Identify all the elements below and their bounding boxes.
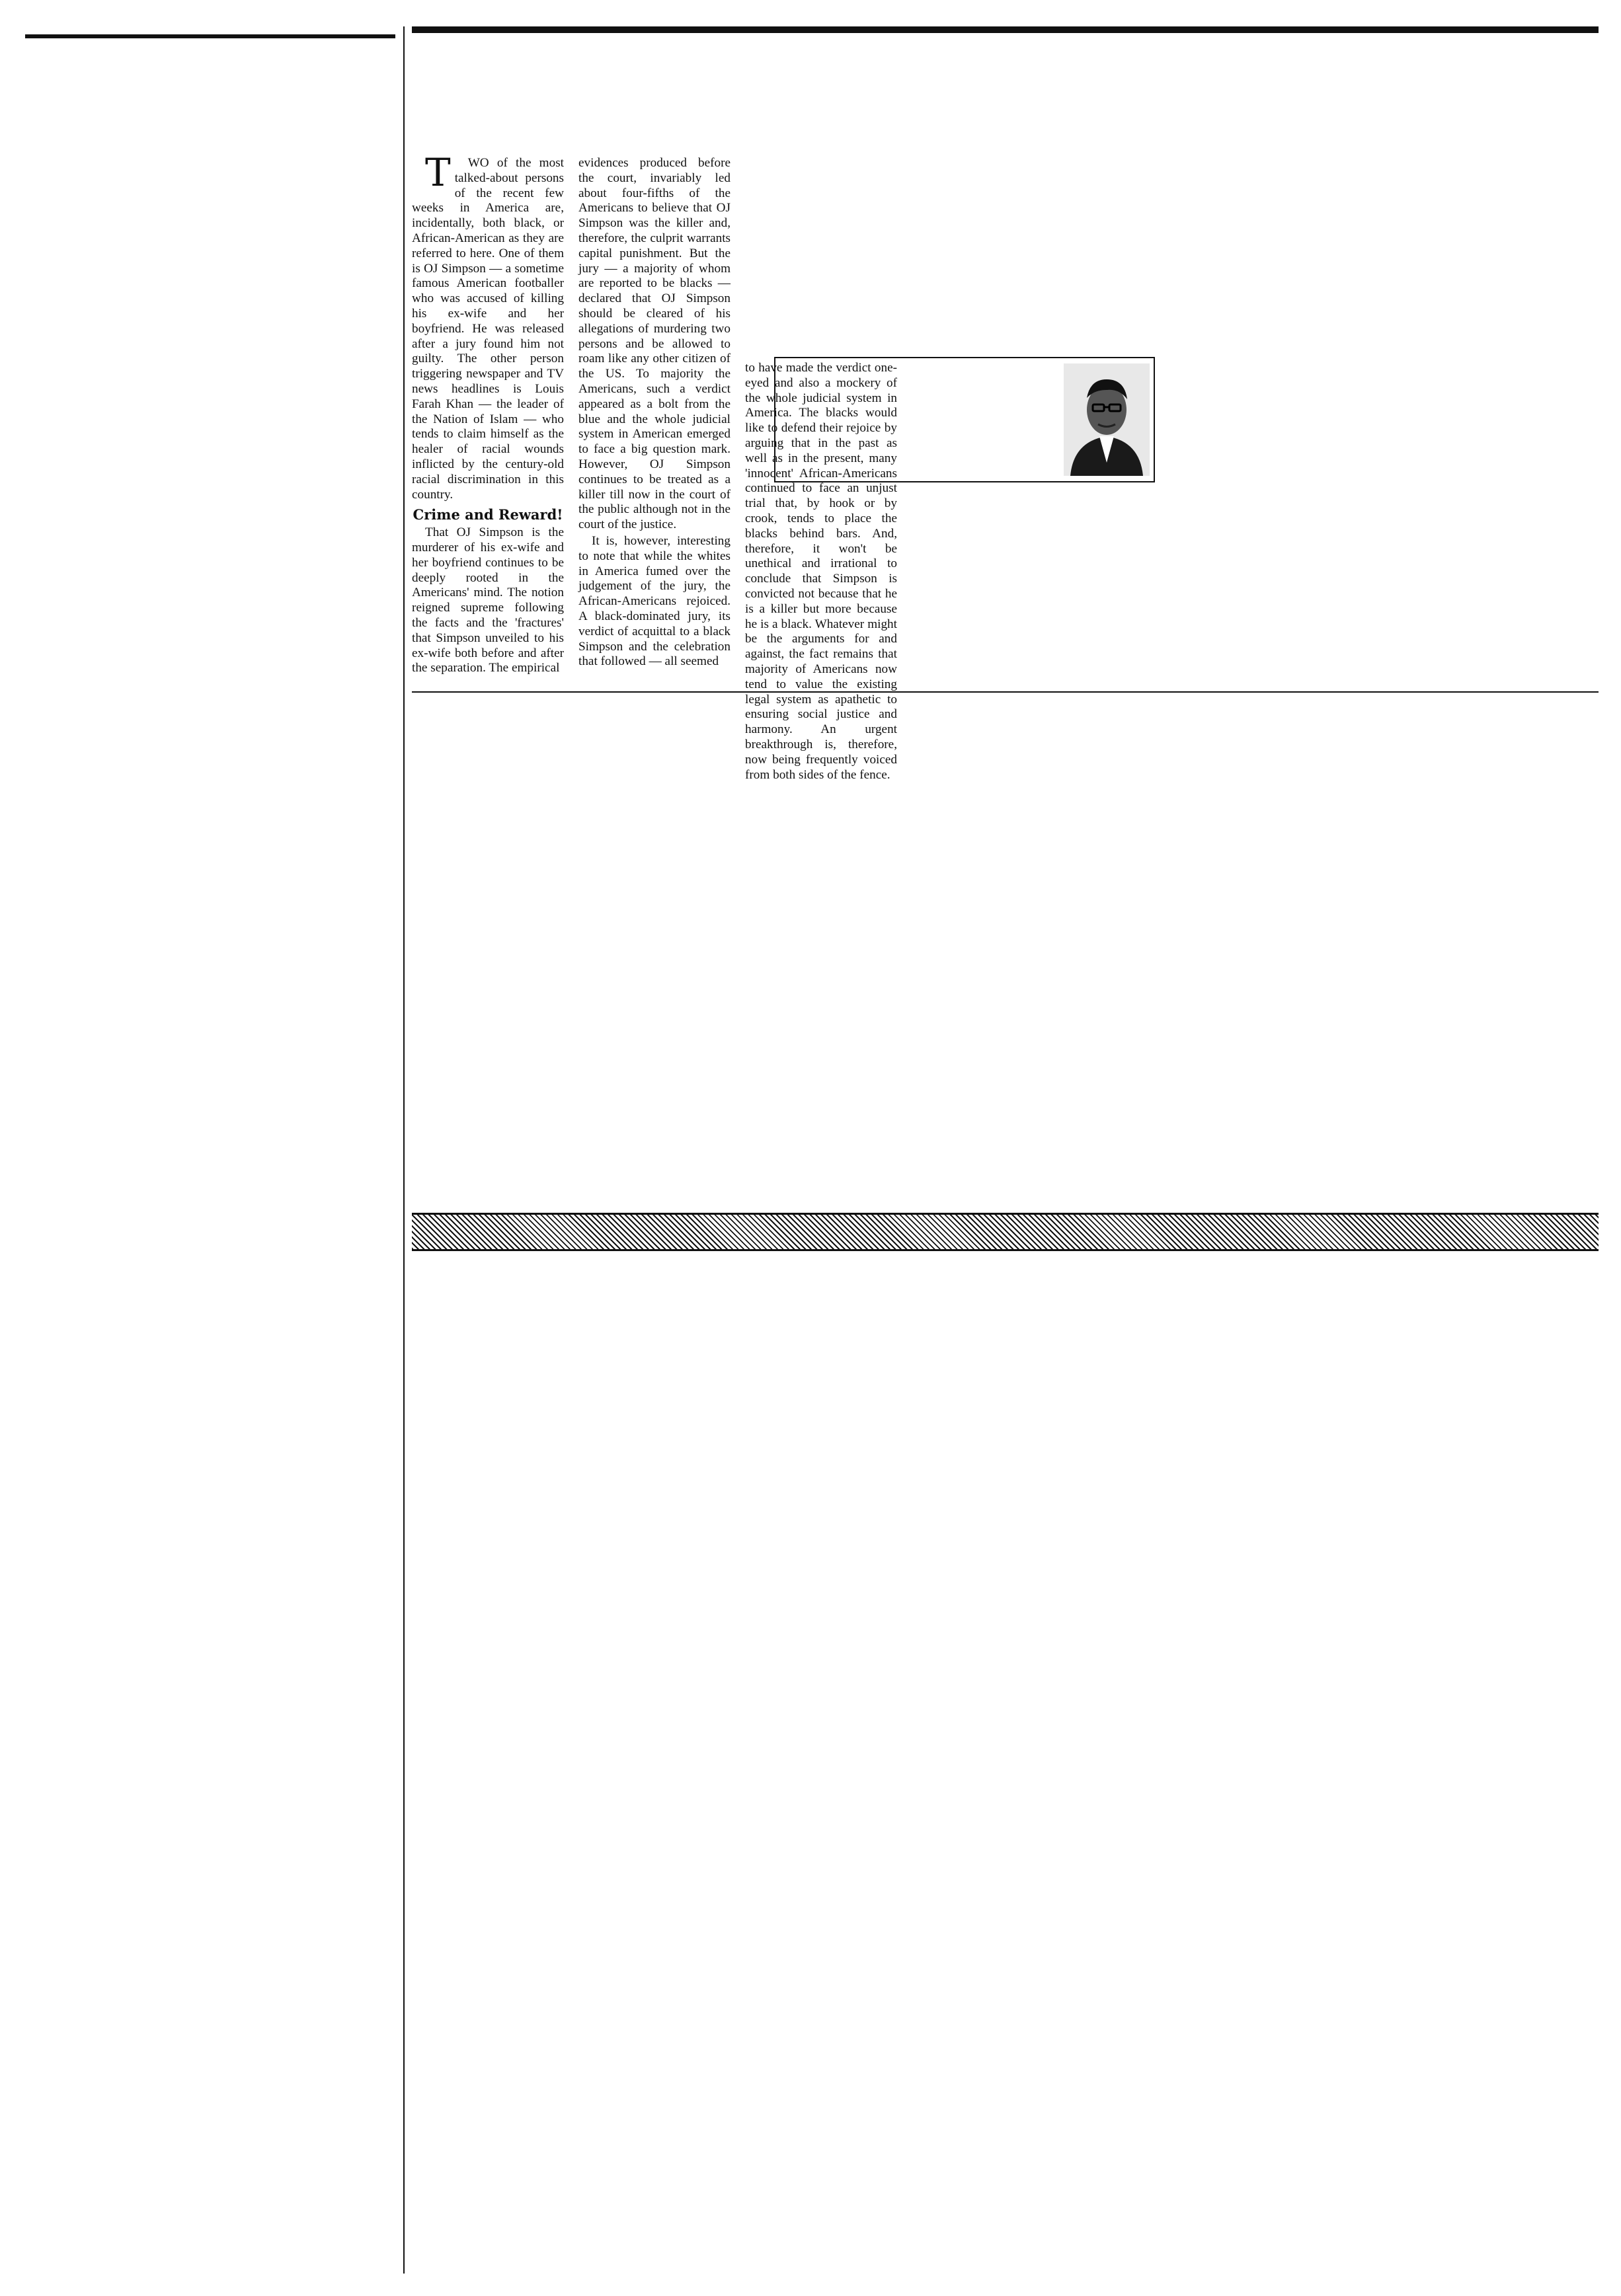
layout-spacer (745, 156, 897, 361)
article-paragraph: It is, however, interesting to note that while the whites in America fumed over the judgement of the jury, the African-Americans rejoiced. A black-dominated jury, its verdict of acquittal to a black Simpson and the celebration that followed — all seemed (578, 533, 731, 669)
text-column (1245, 156, 1397, 685)
article-paragraph: That OJ Simpson is the murderer of his ex-wife and her boyfriend continues to be deeply rooted in the Americans' mind. The notion reigned supreme following the facts and the 'fractures' that Simpson unveiled to his ex-wife both before and after the separation. The empirical (412, 525, 564, 675)
article-paragraph: TWO of the most talked-about persons of the recent few weeks in America are, incidentally, both black, or African-American as they are referred to here. One of them is OJ Simpson — a sometime famous American footballer who was accused of killing his ex-wife and her boyfriend. He was released after a jury found him not guilty. The other person triggering newspaper and TV news headlines is Louis Farah Khan — the leader of the Nation of Islam — who tends to claim himself as the healer of racial wounds inflicted by the century-old racial discrimination in this country. (412, 150, 564, 502)
author-portrait-photo (1064, 364, 1150, 476)
feature2-columns (412, 780, 1599, 1203)
top-rule (412, 26, 1599, 33)
editorial-column (25, 26, 395, 2274)
layout-spacer (912, 156, 1064, 361)
subheading: Crime and Reward! (413, 506, 563, 523)
section-rule (412, 691, 1599, 693)
column-rule (403, 26, 405, 2274)
beneath-the-surface-box (774, 357, 1155, 482)
text-column (578, 156, 731, 685)
article-paragraph: evidences produced before the court, invariably led about four-fifths of the Americans to believe that OJ Simpson was the killer and, therefore, the culprit warrants capital punishment. But the jury — a majority of whom are reported to be blacks — declared that OJ Simpson should be cleared of his allegations of murdering two persons and be allowed to roam like any other citizen of the US. To majority the Americans, such a verdict appeared as a bolt from the blue and the whole judicial system in American emerged to face a big question mark. However, OJ Simpson continues to be treated as a killer till now in the court of the public although not in the court of the justice. (578, 156, 731, 532)
text-column (412, 150, 564, 685)
dateline (25, 34, 395, 38)
text-column (1411, 156, 1563, 685)
letters-columns (412, 1260, 1599, 2271)
features-area (412, 26, 1599, 2274)
article-paragraph: to have made the verdict one-eyed and also a mockery of the whole judicial system in America. The blacks would like to defend their rejoice by arguing that in the past as well as in the present, many 'innocent' African-Americans continued to face an unjust trial that, by hook or by crook, tends to place the blacks behind bars. And, therefore, it won't be unethical and irrational to conclude that Simpson is convicted not because that he is a killer but more because he is a black. Whatever might be the arguments for and against, the fact remains that majority of Americans now tend to value the existing legal system as apathetic to ensuring social justice and harmony. An urgent breakthrough is, therefore, now being frequently voiced from both sides of the fence. (745, 361, 897, 782)
letters-banner (412, 1213, 1599, 1251)
newspaper-page (25, 26, 1599, 2274)
